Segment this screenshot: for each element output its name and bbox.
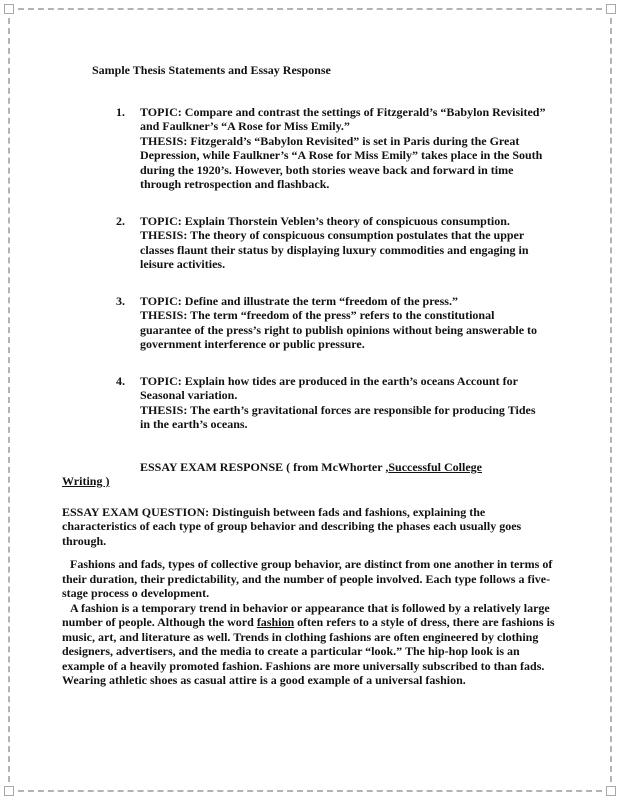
essay-response-heading bbox=[62, 460, 558, 489]
thesis-line bbox=[140, 228, 548, 272]
thesis-list bbox=[62, 105, 558, 432]
essay-exam-question: ESSAY EXAM QUESTION: Distinguish between fads and fashions, explaining the characteristics of each type of group behavior and describing the phases each usually goes through. bbox=[62, 504, 522, 548]
item-number: 1. bbox=[116, 104, 125, 119]
topic-line bbox=[116, 373, 548, 403]
list-item bbox=[116, 293, 548, 352]
paragraph-text: often refers to a style of dress, there are fashions is music, art, and literature as well. Trends in clothing fashions are often engineered by clothing designers, advertisers, and the media to create a particular “look.” The hip-hop look is an example of a heavily promoted fashion. Fashions are more universally subscribed to than fads. Wearing athletic shoes as casual attire is a good example of a universal fashion. bbox=[62, 615, 555, 687]
thesis-line bbox=[140, 134, 548, 192]
topic-line bbox=[116, 104, 548, 134]
body-paragraph-fashion-definition bbox=[62, 601, 558, 688]
thesis-text: The term “freedom of the press” refers to the constitutional guarantee of the press’s right to publish opinions without being answerable to government interference or public pressure. bbox=[140, 308, 538, 351]
document-content bbox=[62, 63, 558, 688]
topic-text: Compare and contrast the settings of Fitzgerald’s “Babylon Revisited” and Faulkner’s “A Rose for Miss Emily.” bbox=[140, 104, 546, 133]
heading-underlined-title: Successful College bbox=[388, 459, 482, 474]
thesis-text: Fitzgerald’s “Babylon Revisited” is set in Paris during the Great Depression, while Faulkner’s “A Rose for Miss Emily” takes place in the South during the 1920’s. However, both stories weave back and forward in time through retrospection and flashback. bbox=[140, 133, 543, 191]
thesis-label: THESIS: bbox=[140, 308, 188, 322]
topic-label: TOPIC: bbox=[140, 293, 182, 308]
topic-label: TOPIC: bbox=[140, 213, 182, 228]
thesis-text: The theory of conspicuous consumption postulates that the upper classes flaunt their status by displaying luxury commodities and engaging in leisure activities. bbox=[140, 228, 529, 271]
underlined-word: fashion bbox=[256, 615, 295, 629]
thesis-text: The earth’s gravitational forces are responsible for producing Tides in the earth’s oceans. bbox=[140, 402, 536, 431]
topic-text: Explain how tides are produced in the earth’s oceans Account for Seasonal variation. bbox=[140, 373, 518, 402]
thesis-label: THESIS: bbox=[140, 133, 188, 148]
topic-label: TOPIC: bbox=[140, 373, 182, 388]
topic-line bbox=[116, 293, 548, 309]
frame-corner-icon bbox=[4, 4, 14, 14]
frame-corner-icon bbox=[606, 4, 616, 14]
frame-corner-icon bbox=[4, 786, 14, 796]
frame-corner-icon bbox=[606, 786, 616, 796]
body-paragraph-fads-fashions: Fashions and fads, types of collective group behavior, are distinct from one another in terms of their duration, their predictability, and the number of people involved. Each type follows a five-stage process o development. bbox=[62, 557, 553, 600]
item-number: 3. bbox=[116, 293, 125, 308]
list-item bbox=[116, 373, 548, 432]
list-item bbox=[116, 213, 548, 272]
thesis-label: THESIS: bbox=[140, 402, 188, 417]
item-number: 4. bbox=[116, 373, 125, 388]
paragraph-text: A fashion is a temporary trend in behavior or appearance that is followed by a relatively large number of people. Although the word bbox=[62, 600, 550, 629]
thesis-line bbox=[140, 403, 548, 432]
list-item bbox=[116, 104, 548, 192]
heading-underlined-title-continued: Writing ) bbox=[62, 474, 110, 488]
page-title: Sample Thesis Statements and Essay Response bbox=[92, 63, 331, 77]
topic-text: Explain Thorstein Veblen’s theory of conspicuous consumption. bbox=[184, 213, 510, 228]
heading-prefix: ESSAY EXAM RESPONSE ( from McWhorter , bbox=[140, 459, 389, 474]
topic-label: TOPIC: bbox=[140, 104, 182, 119]
item-number: 2. bbox=[116, 213, 125, 228]
thesis-label: THESIS: bbox=[140, 228, 188, 242]
topic-text: Define and illustrate the term “freedom of the press.” bbox=[184, 293, 458, 308]
topic-line bbox=[116, 213, 548, 229]
thesis-line bbox=[140, 308, 548, 352]
